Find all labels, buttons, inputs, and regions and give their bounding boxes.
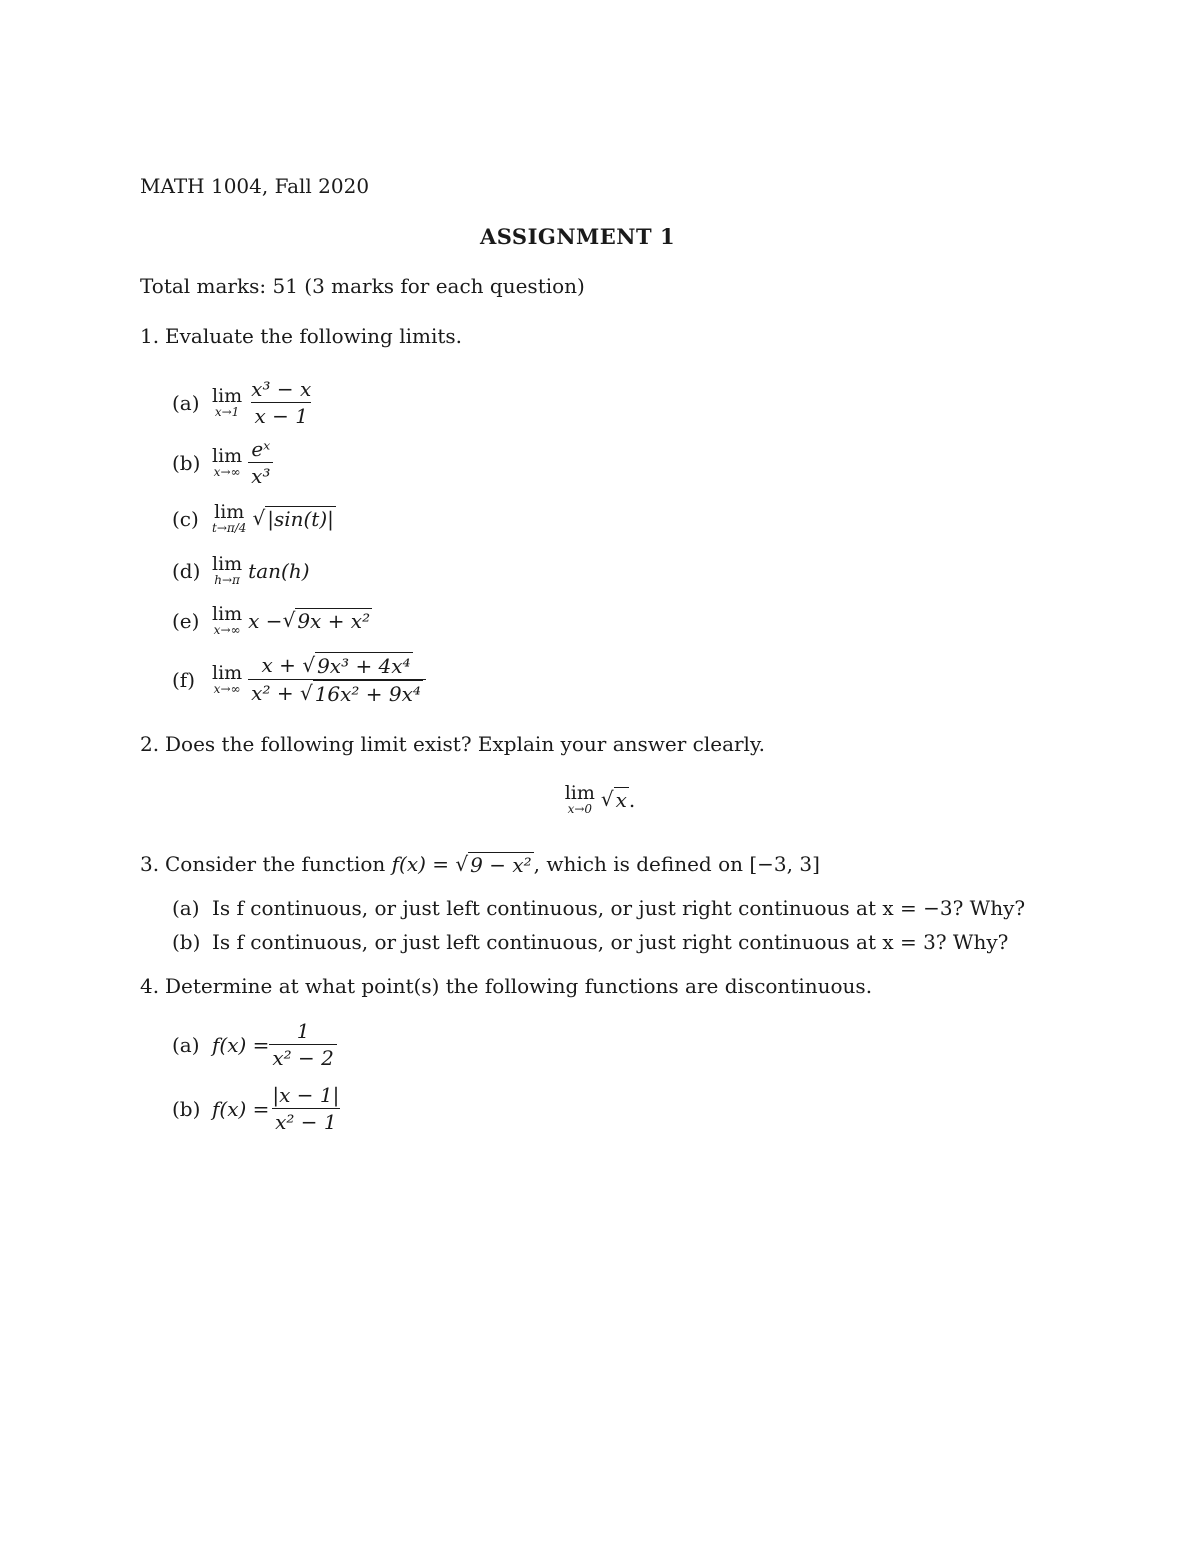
question-3: 3. Consider the function f(x) = √ 9 − x² , which is defined on [−3, 3] bbox=[140, 852, 820, 877]
function-lhs: f(x) = bbox=[212, 1032, 270, 1057]
fraction: $\frac{\text{x³ − x}}{x - 1}$ bbox=[251, 377, 312, 428]
part-label: (b) bbox=[172, 1096, 201, 1121]
question-text: Determine at what point(s) the following functions are discontinuous. bbox=[165, 974, 873, 998]
fraction: $\frac{\text{eˣ}}{\text{x³}}$ bbox=[248, 436, 273, 489]
fraction: $\frac{1}{\text{x² − 2}}$ bbox=[269, 1018, 337, 1071]
part-label: (a) bbox=[172, 1032, 200, 1057]
function-lhs: f(x) = bbox=[212, 1096, 270, 1121]
expression: tan(h) bbox=[248, 558, 310, 583]
q4-part-b bbox=[172, 1082, 342, 1135]
square-root: √ 9x + x² bbox=[282, 608, 371, 633]
q2-display-limit: lim x→0 √ x . bbox=[564, 782, 636, 816]
question-number: 2. bbox=[140, 732, 160, 756]
question-4 bbox=[140, 974, 872, 998]
part-label: (a) bbox=[172, 390, 200, 415]
q1-part-d bbox=[172, 554, 310, 587]
part-label: (a) bbox=[172, 896, 200, 920]
square-root: √ |sin(t)| bbox=[252, 506, 334, 531]
part-label: (c) bbox=[172, 506, 199, 531]
q4-part-a bbox=[172, 1018, 337, 1071]
limit-operator: lim x→∞ bbox=[212, 445, 243, 479]
limit-operator: lim x→∞ bbox=[212, 603, 243, 637]
question-number: 3. bbox=[140, 852, 160, 876]
q3-part-b bbox=[172, 930, 1008, 954]
part-label: (f) bbox=[172, 667, 196, 692]
question-text: Evaluate the following limits. bbox=[165, 324, 463, 348]
part-label: (b) bbox=[172, 930, 201, 954]
part-text: Is f continuous, or just left continuous, or just right continuous at x = 3? Why? bbox=[212, 930, 1009, 954]
q1-part-e bbox=[172, 604, 372, 637]
limit-operator: lim x→1 bbox=[212, 385, 243, 419]
question-text: Does the following limit exist? Explain your answer clearly. bbox=[165, 732, 765, 756]
question-number: 1. bbox=[140, 324, 160, 348]
q3-part-a bbox=[172, 896, 1025, 920]
q1-part-c bbox=[172, 502, 336, 535]
limit-operator: lim h→π bbox=[212, 553, 243, 587]
q1-part-b bbox=[172, 436, 273, 489]
limit-operator: lim x→∞ bbox=[212, 662, 243, 696]
limit-operator: lim t→π/4 bbox=[212, 501, 247, 535]
part-label: (e) bbox=[172, 608, 200, 633]
fraction: $\frac{|x - 1|}{\text{x² − 1}}$ bbox=[272, 1083, 340, 1134]
part-label: (b) bbox=[172, 450, 201, 475]
part-label: (d) bbox=[172, 558, 201, 583]
part-text: Is f continuous, or just left continuous, or just right continuous at x = −3? Why? bbox=[212, 896, 1026, 920]
question-1 bbox=[140, 324, 462, 348]
fraction: x + √ 9x³ + 4x⁴ x² + √ 16x² + 9x⁴ bbox=[248, 652, 426, 707]
total-marks: Total marks: 51 (3 marks for each question) bbox=[140, 274, 585, 298]
page-title: ASSIGNMENT 1 bbox=[479, 224, 676, 249]
expression-prefix: x − bbox=[248, 608, 283, 633]
q1-part-f bbox=[172, 652, 426, 707]
course-title: MATH 1004, Fall 2020 bbox=[140, 174, 370, 198]
q1-part-a bbox=[172, 376, 314, 429]
question-2 bbox=[140, 732, 765, 756]
question-number: 4. bbox=[140, 974, 160, 998]
